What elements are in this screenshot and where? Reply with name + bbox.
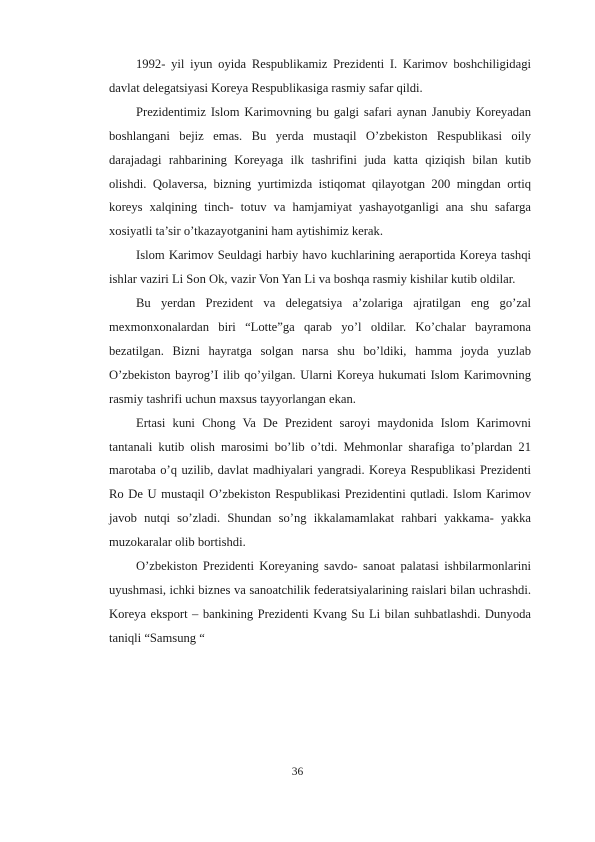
paragraph-3: Islom Karimov Seuldagi harbiy havo kuchlarining aeraportida Koreya tashqi ishlar vaziri Li Son Ok, vazir Von Yan Li va boshqa rasmiy kishilar kutib oldilar. (109, 248, 531, 287)
paragraph-1: 1992- yil iyun oyida Respublikamiz Prezidenti I. Karimov boshchiligidagi davlat delegatsiyasi Koreya Respublikasiga rasmiy safar qildi. (109, 57, 531, 95)
body-text (109, 53, 531, 651)
paragraph-2: Prezidentimiz Islom Karimovning bu galgi safari aynan Janubiy Koreyadan boshlangani bejiz emas. Bu yerda mustaqil O’zbekiston Respublikasi oily darajadagi rahbarining Koreyaga ilk tashrifini juda katta qiziqish bilan kutib olishdi. Qolaversa, bizning yurtimizda istiqomat qilayotgan 200 mingdan ortiq koreys xalqining tinch- totuv va hamjamiyat yashayotganligi ana shu safarga xosiyatli ta’sir o’tkazayotganini ham aytishimiz kerak. (109, 104, 531, 239)
paragraph-4: Bu yerdan Prezident va delegatsiya a’zolariga ajratilgan eng go’zal mexmonxonalardan biri “Lotte”ga qarab yo’l oldilar. Ko’chalar bayramona bezatilgan. Bizni hayratga solgan narsa shu bo’ldiki, hamma joyda yuzlab O’zbekiston bayrog’I ilib qo’yilgan. Ularni Koreya hukumati Islom Karimovning rasmiy tashrifi uchun maxsus tayyorlangan ekan. (109, 296, 531, 406)
paragraph-6: O’zbekiston Prezidenti Koreyaning savdo- sanoat palatasi ishbilarmonlarini uyushmasi, ichki biznes va sanoatchilik federatsiyalarining raislari bilan uchrashdi. Koreya eksport – bankining Prezidenti Kvang Su Li bilan suhbatlashdi. Dunyoda taniqli “Samsung “ (109, 559, 531, 645)
page-number: 36 (291, 766, 304, 778)
paragraph-5: Ertasi kuni Chong Va De Prezident saroyi maydonida Islom Karimovni tantanali kutib olish marosimi bo’lib o’tdi. Mehmonlar sharafiga to’plardan 21 marotaba o’q uzilib, davlat madhiyalari yangradi. Koreya Respublikasi Prezidenti Ro De U mustaqil O’zbekiston Respublikasi Prezidentini qutladi. Islom Karimov javob nutqi so’zladi. Shundan so’ng ikkalamamlakat rahbari yakkama- yakka muzokaralar olib bortishdi. (109, 415, 531, 550)
